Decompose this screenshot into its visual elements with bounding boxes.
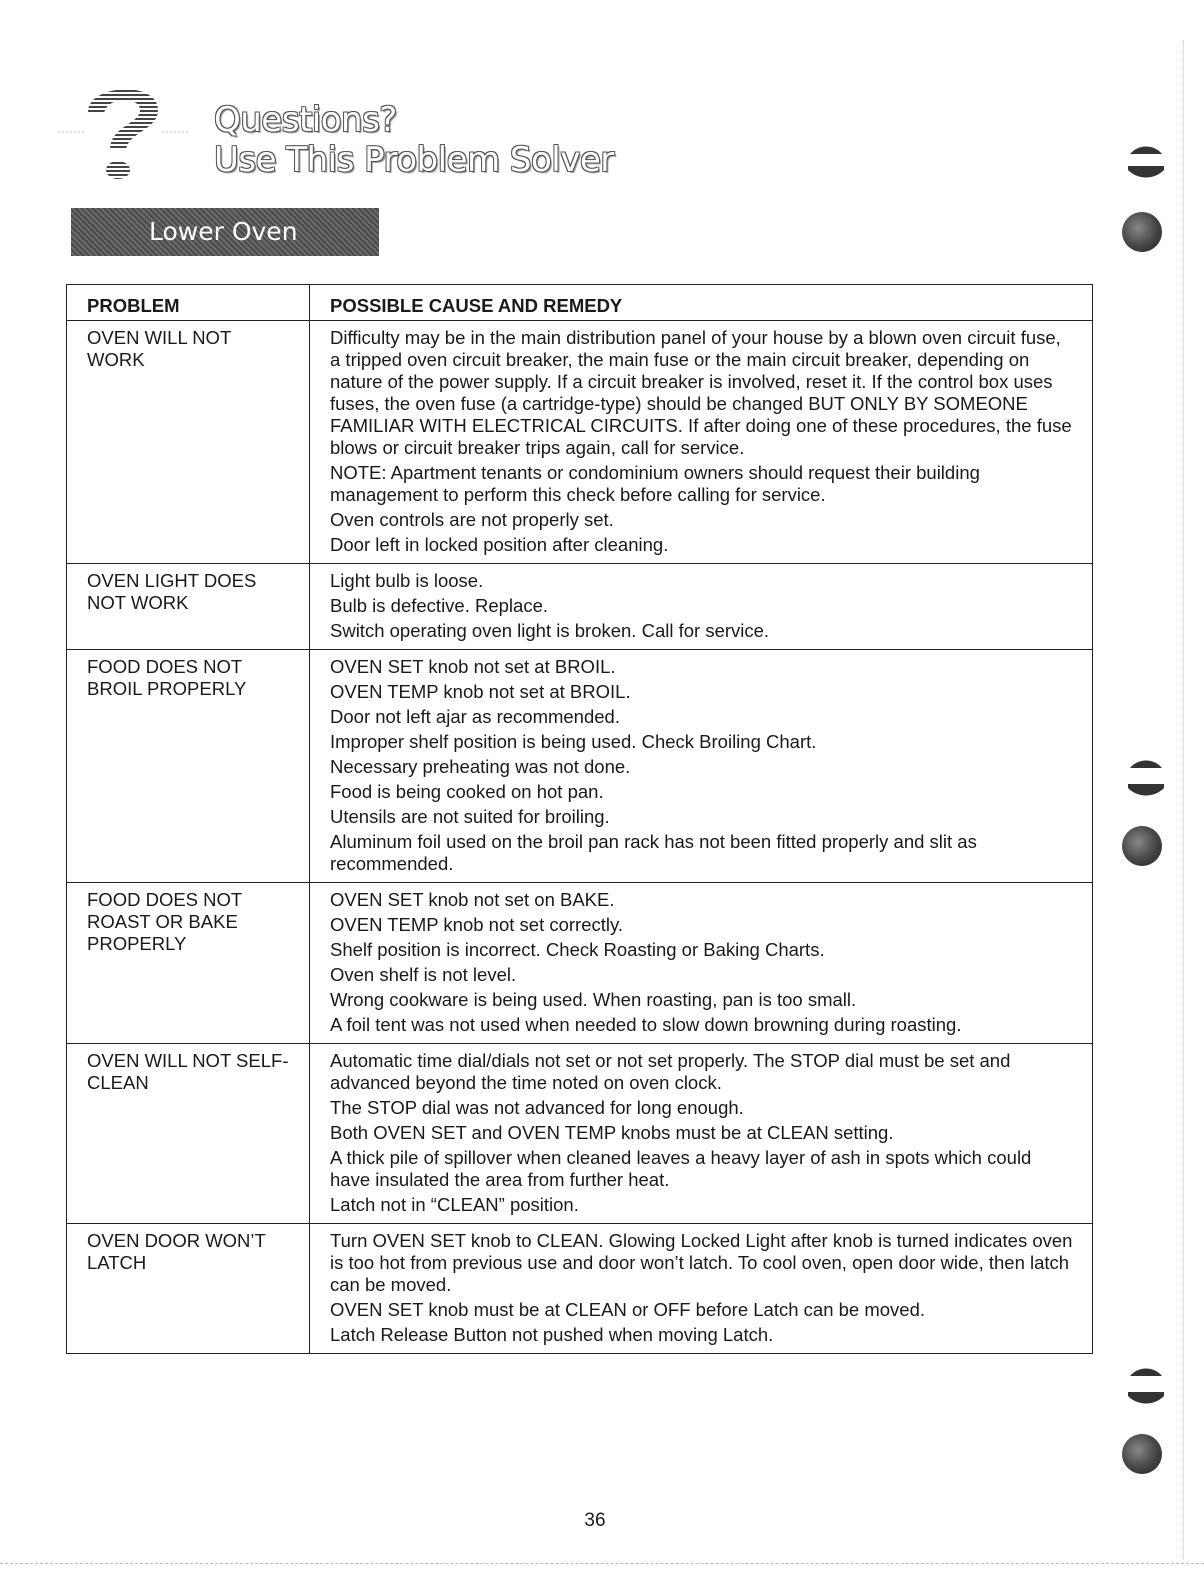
remedy-item: Oven controls are not properly set. bbox=[330, 509, 614, 530]
problem-cell: OVEN LIGHT DOES NOT WORK bbox=[67, 564, 310, 650]
remedy-item: Door not left ajar as recommended. bbox=[330, 706, 620, 727]
table-header-row bbox=[67, 285, 1093, 321]
remedy-item: OVEN SET knob not set at BROIL. bbox=[330, 656, 616, 677]
remedy-item: Door left in locked position after cleaning. bbox=[330, 534, 669, 555]
remedy-item: Shelf position is incorrect. Check Roasting or Baking Charts. bbox=[330, 939, 825, 960]
remedy-item: OVEN TEMP knob not set at BROIL. bbox=[330, 681, 631, 702]
remedy-item: A thick pile of spillover when cleaned leaves a heavy layer of ash in spots which could have insulated the area from further heat. bbox=[330, 1147, 1032, 1190]
page-edge-line bbox=[1183, 40, 1184, 1560]
remedy-item: A foil tent was not used when needed to slow down browning during roasting. bbox=[330, 1014, 962, 1035]
remedy-item: Switch operating oven light is broken. Call for service. bbox=[330, 620, 770, 641]
remedy-item: Aluminum foil used on the broil pan rack has not been fitted properly and slit as recommended. bbox=[330, 831, 977, 874]
remedy-cell bbox=[310, 321, 1093, 564]
problem-cell: OVEN WILL NOT WORK bbox=[67, 321, 310, 564]
remedy-item: OVEN SET knob must be at CLEAN or OFF before Latch can be moved. bbox=[330, 1299, 926, 1320]
problem-cell: OVEN WILL NOT SELF-CLEAN bbox=[67, 1044, 310, 1224]
bottom-rule bbox=[0, 1563, 1204, 1564]
remedy-item: OVEN SET knob not set on BAKE. bbox=[330, 889, 615, 910]
remedy-item: Latch not in “CLEAN” position. bbox=[330, 1194, 579, 1215]
remedy-item: Utensils are not suited for broiling. bbox=[330, 806, 610, 827]
table-row bbox=[67, 564, 1093, 650]
column-header-problem: PROBLEM bbox=[67, 285, 310, 321]
table-row bbox=[67, 1044, 1093, 1224]
binder-hole-icon bbox=[1122, 826, 1162, 866]
binder-hole-icon bbox=[1122, 212, 1162, 252]
remedy-item: Necessary preheating was not done. bbox=[330, 756, 631, 777]
remedy-cell bbox=[310, 883, 1093, 1044]
table-row bbox=[67, 883, 1093, 1044]
problem-cell: FOOD DOES NOT ROAST OR BAKE PROPERLY bbox=[67, 883, 310, 1044]
remedy-item: The STOP dial was not advanced for long enough. bbox=[330, 1097, 744, 1118]
remedy-item: Oven shelf is not level. bbox=[330, 964, 517, 985]
remedy-item: Light bulb is loose. bbox=[330, 570, 484, 591]
title-line-problem-solver: Use This Problem Solver bbox=[214, 140, 614, 180]
table-row bbox=[67, 650, 1093, 883]
binder-tab-icon bbox=[1124, 752, 1168, 800]
remedy-item: Automatic time dial/dials not set or not set properly. The STOP dial must be set and advanced beyond the time noted on oven clock. bbox=[330, 1050, 1011, 1093]
title-line-questions: Questions? bbox=[214, 100, 397, 140]
remedy-item: Turn OVEN SET knob to CLEAN. Glowing Locked Light after knob is turned indicates oven is too hot from previous use and door won’t latch. To cool oven, open door wide, then latch can be moved. bbox=[330, 1230, 1073, 1295]
remedy-item: Latch Release Button not pushed when moving Latch. bbox=[330, 1324, 774, 1345]
remedy-cell bbox=[310, 564, 1093, 650]
binder-hole-icon bbox=[1122, 1434, 1162, 1474]
remedy-cell bbox=[310, 1044, 1093, 1224]
problem-solver-table bbox=[66, 284, 1093, 1354]
remedy-item: NOTE: Apartment tenants or condominium owners should request their building management to perform this check before calling for service. bbox=[330, 462, 980, 505]
remedy-item: Bulb is defective. Replace. bbox=[330, 595, 549, 616]
question-mark-logo-icon bbox=[58, 74, 188, 190]
remedy-item: OVEN TEMP knob not set correctly. bbox=[330, 914, 624, 935]
problem-cell: FOOD DOES NOT BROIL PROPERLY bbox=[67, 650, 310, 883]
remedy-item: Improper shelf position is being used. Check Broiling Chart. bbox=[330, 731, 817, 752]
remedy-cell bbox=[310, 1224, 1093, 1354]
binder-tab-icon bbox=[1124, 140, 1168, 184]
table-row bbox=[67, 1224, 1093, 1354]
column-header-remedy: POSSIBLE CAUSE AND REMEDY bbox=[310, 285, 1093, 321]
page-title bbox=[214, 100, 614, 180]
problem-cell: OVEN DOOR WON’T LATCH bbox=[67, 1224, 310, 1354]
remedy-item: Food is being cooked on hot pan. bbox=[330, 781, 604, 802]
binder-tab-icon bbox=[1124, 1360, 1168, 1410]
remedy-item: Wrong cookware is being used. When roasting, pan is too small. bbox=[330, 989, 857, 1010]
remedy-item: Both OVEN SET and OVEN TEMP knobs must be at CLEAN setting. bbox=[330, 1122, 894, 1143]
section-banner-label: Lower Oven bbox=[149, 217, 298, 246]
table-row bbox=[67, 321, 1093, 564]
page-number: 36 bbox=[584, 1510, 606, 1531]
section-banner bbox=[71, 208, 379, 256]
remedy-item: Difficulty may be in the main distribution panel of your house by a blown oven circuit fuse, a tripped oven circuit breaker, the main fuse or the main circuit breaker, depending on nature of the power supply. If a circuit breaker is involved, reset it. If the control box uses fuses, the oven fuse (a cartridge-type) should be changed BUT ONLY BY SOMEONE FAMILIAR WITH ELECTRICAL CIRCUITS. If after doing one of these procedures, the fuse blows or circuit breaker trips again, call for service. bbox=[330, 327, 1072, 458]
remedy-cell bbox=[310, 650, 1093, 883]
